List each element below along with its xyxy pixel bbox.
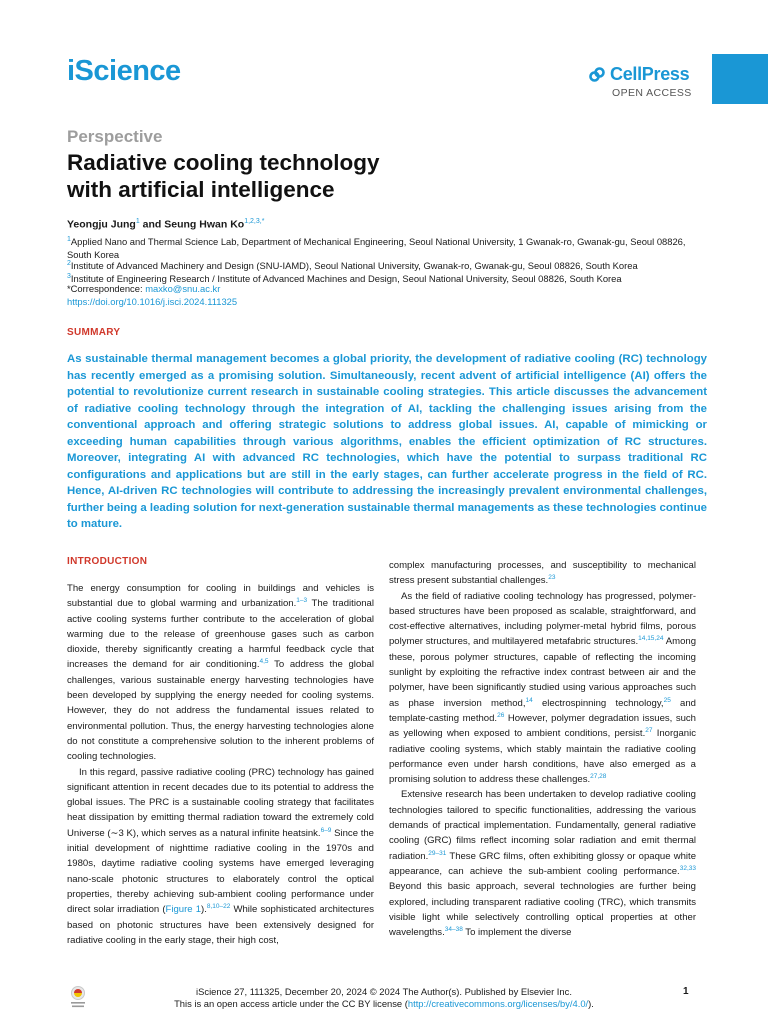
author-name: Seung Hwan Ko <box>164 218 245 231</box>
publisher-brand <box>588 64 689 85</box>
intro-paragraph-2 <box>67 765 374 949</box>
reference-citation[interactable]: 29–31 <box>428 849 447 857</box>
reference-citation[interactable]: 27 <box>645 727 653 735</box>
doi-link[interactable]: https://doi.org/10.1016/j.isci.2024.111325 <box>67 295 238 307</box>
introduction-heading: INTRODUCTION <box>67 556 148 567</box>
affiliation-1: $^1$Applied Nano and Thermal Science Lab, Department of Mechanical Engineering, Seoul National University, 1 Gwanak-ro, Gwanak-gu, Seoul 08826, South Korea <box>67 236 686 260</box>
license-link[interactable]: http://creativecommons.org/licenses/by/4.0/ <box>407 998 589 1009</box>
body-text: While sophisticated architectures based on photonic structures have been extensively designed for radiative cooling in the early stage, their high cost, <box>67 904 374 946</box>
reference-citation[interactable]: 26 <box>497 711 505 719</box>
author-affiliation-ref[interactable]: 1 <box>135 218 140 225</box>
body-text: As the field of radiative cooling technology has progressed, polymer-based structures have been proposed as scalable, straightforward, and cost-effective alternatives, including polymer-metal hybrid films, porous polymer structures, and multilayered metafabric structures. <box>389 590 696 648</box>
doi <box>67 296 707 308</box>
body-text: Beyond this basic approach, several technologies are further being explored, including transparent radiative cooling (TRC), which transmits visible light while selectively controlling optical properties at other wavelengths. <box>389 881 696 939</box>
cellpress-logo-icon <box>588 66 606 84</box>
right-column <box>389 558 696 940</box>
body-text: The traditional active cooling systems further contribute to the acceleration of global warming due to the release of greenhouse gases such as carbon dioxide, thereby significantly creating a harmful feedback cycle that increases the demand for air conditioning. <box>67 598 374 671</box>
reference-citation[interactable]: 25 <box>663 696 671 704</box>
body-text: The energy consumption for cooling in buildings and vehicles is substantial due to global warming and urbanization. <box>67 583 374 610</box>
correspondence: *Correspondence: maxko@snu.ac.kr <box>67 283 221 294</box>
author-name: Yeongju Jung <box>67 218 136 231</box>
summary-text: As sustainable thermal management becomes a global priority, the development of radiative cooling (RC) technology has recently emerged as a promising solution. Simultaneously, recent advent of artificial intelligence (AI) offers the potential to revolutionize current research in sustainable cooling strategies. This article discusses the advancement of radiative cooling technology through the integration of AI, tackling the challenging issues arising from the conventional approach and offering strategic solutions to address global issues. AI, capable of mimicking or exceeding human capabilities through various algorithms, enables the efficient optimization of RC structures. Moreover, integrating AI with advanced RC technologies, which have the potential to surpass traditional RC configurations and applications but are still in the early stages, can further accelerate progress in the field of RC. Hence, AI-driven RC technologies will contribute to addressing the increasingly prevalent environmental challenges, further being a leading solution for next-generation sustainable thermal managements as these technologies continue to mature. <box>67 353 707 531</box>
body-text: Among these, porous polymer structures, capable of reflecting the incoming sunlight by exploiting the refractive index contrast between air and the polymer, have been significantly studied using various approaches such as phase inversion method, <box>389 636 697 709</box>
reference-citation[interactable]: 14 <box>525 696 533 704</box>
reference-citation[interactable]: 8,10–22 <box>206 903 231 911</box>
journal-title: iScience <box>67 55 181 87</box>
summary-heading: SUMMARY <box>67 327 121 338</box>
body-text: These GRC films, often exhibiting glossy or opaque white appearance, can achieve the sub-ambient cooling performance. <box>389 850 696 877</box>
publisher-name: CellPress <box>610 64 690 84</box>
reference-citation[interactable]: 23 <box>548 574 556 582</box>
author-separator: and <box>139 218 165 231</box>
body-text: ). <box>201 904 207 916</box>
open-access-label: OPEN ACCESS <box>612 87 692 99</box>
intro-paragraph-4 <box>389 589 696 788</box>
body-text: Extensive research has been undertaken to develop radiative cooling technologies tailored to specific functionalities, addressing the various demands of practical implementation. Fundamentally, general radiative cooling (GRC) films reflect incoming solar radiation and emit thermal radiation. <box>389 789 696 862</box>
body-text: electrospinning technology, <box>532 697 664 709</box>
corner-tab <box>712 54 768 104</box>
affiliation-3: $^3$Institute of Engineering Research / Institute of Advanced Machines and Design, Seoul National University, Seoul 08826, South Korea <box>67 272 622 284</box>
reference-citation[interactable]: 32,33 <box>679 864 696 872</box>
body-text: complex manufacturing processes, and susceptibility to mechanical stress present substantial challenges. <box>389 560 696 587</box>
reference-citation[interactable]: 14,15,24 <box>638 635 664 643</box>
body-text: To implement the diverse <box>462 927 572 939</box>
author-list <box>67 218 264 231</box>
reference-citation[interactable]: 34–38 <box>444 925 463 933</box>
footer-license: This is an open access article under the CC BY license (http://creativecommons.org/licenses/by/4.0/). <box>174 998 594 1009</box>
correspondence-email-link[interactable]: maxko@snu.ac.kr <box>145 283 221 294</box>
title-line-1: Radiative cooling technology <box>67 150 380 175</box>
reference-citation[interactable]: 1–3 <box>296 597 308 605</box>
intro-paragraph-1 <box>67 581 374 765</box>
author-affiliation-ref[interactable]: 1,2,3,* <box>244 218 265 225</box>
body-text: and template-casting method. <box>389 697 696 724</box>
intro-paragraph-5 <box>389 787 696 940</box>
figure-link[interactable]: Figure 1 <box>165 904 202 916</box>
article-type: Perspective <box>67 127 163 146</box>
intro-paragraph-3 <box>389 558 696 589</box>
body-text: To address the global challenges, various sustainable energy harvesting technologies have been developed by supplying the energy needed for cooling systems. However, they do not address the fundamental issues related to environmental pollution. Thus, the energy harvesting technologies alone do not constitute a comprehensive solution to the inherent problems of cooling technologies. <box>67 659 374 763</box>
article-title <box>67 149 380 203</box>
reference-citation[interactable]: 27,28 <box>590 772 607 780</box>
reference-citation[interactable]: 6–9 <box>320 826 332 834</box>
title-line-2: with artificial intelligence <box>67 177 335 202</box>
body-text: However, polymer degradation issues, such as yellowing when exposed to ambient conditions, persist. <box>389 712 696 740</box>
page-number: 1 <box>683 986 689 997</box>
body-text: Since the initial development of nighttime radiative cooling in the 1970s and 1980s, daytime radiative cooling systems have emerged leveraging nano-scale photonic structures to elaborately control the optical properties, thereby achieving sub-ambient cooling performance under direct solar irradiation ( <box>67 827 374 916</box>
affiliation-2: $^2$Institute of Advanced Machinery and Design (SNU-IAMD), Seoul National University, Gwanak-ro, Gwanak-gu, Seoul 08826, South Korea <box>67 260 638 272</box>
body-text: In this regard, passive radiative cooling (PRC) technology has gained significant attention in recent decades due to its potential to address the global issues. The PRC is a sustainable cooling strategy that facilitates heat dissipation by emitting thermal radiation toward the extremely cold Universe (∼3 K), which serves as a natural infinite heatsink. <box>67 766 374 839</box>
body-text: Inorganic radiative cooling systems, which stably maintain the radiative cooling performance even under harsh conditions, have also emerged as a promising solution to address these challenges. <box>389 728 696 786</box>
reference-citation[interactable]: 4,5 <box>259 658 269 666</box>
left-column <box>67 556 374 948</box>
footer-citation: iScience 27, 111325, December 20, 2024 © 2024 The Author(s). Published by Elsevier Inc. <box>196 986 572 997</box>
